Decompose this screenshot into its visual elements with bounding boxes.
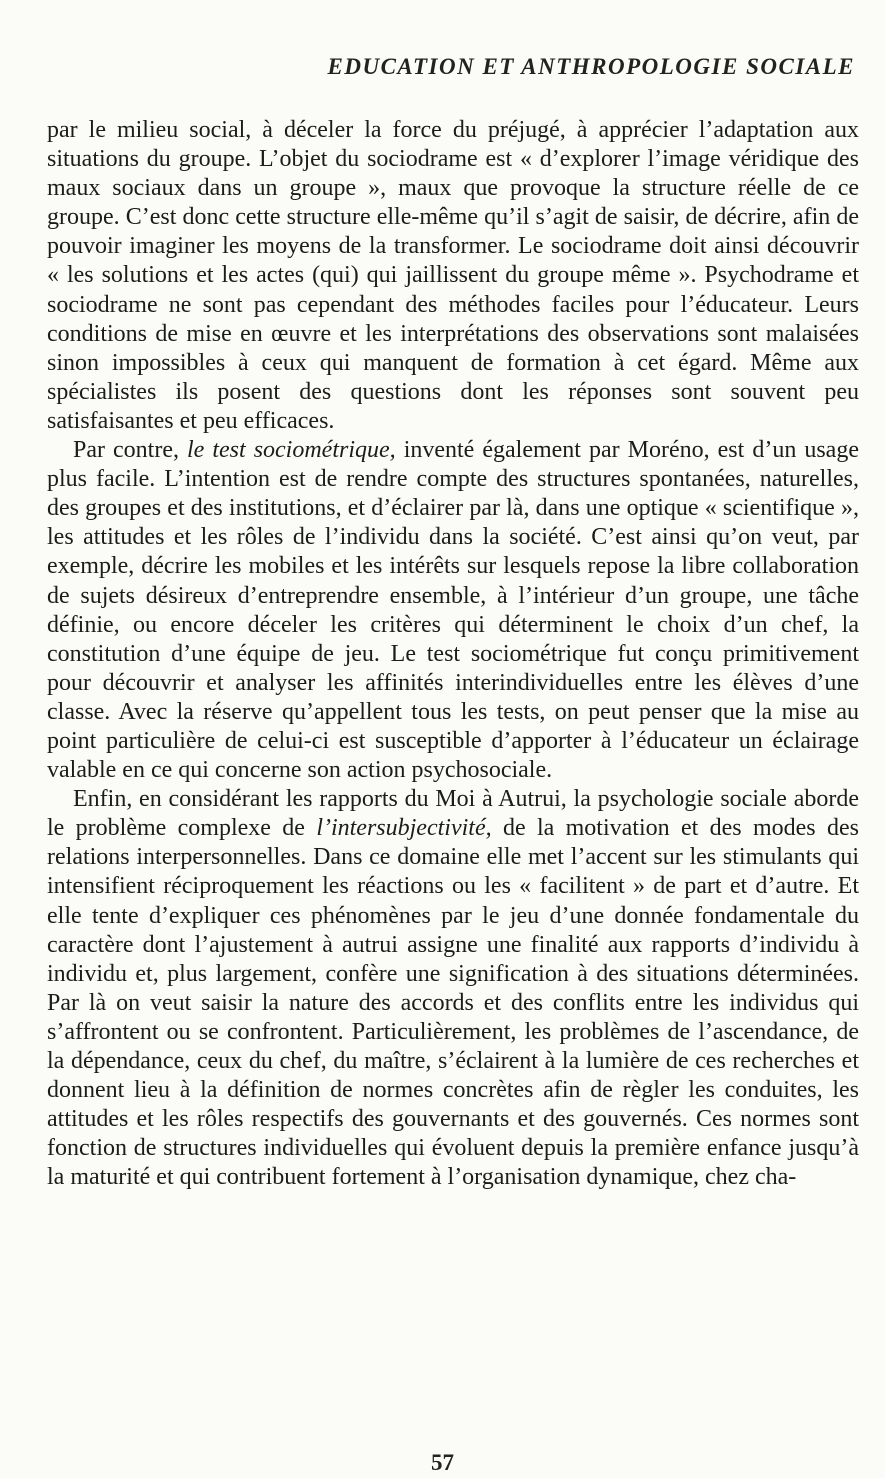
paragraph-text: de la motivation et des modes des relations interpersonnelles. Dans ce domaine elle met l’accent sur les stimulants qui intensifient réciproquement les réactions ou les « facilitent » de part et d’autre. Et elle tente d’expliquer ces phénomènes par le jeu d’une donnée fondamentale du caractère dont l’ajustement à autrui assigne une finalité aux rapports d’individu à individu et, plus largement, confère une signification à des situations déterminées. Par là on veut saisir la nature des accords et des conflits entre les individus qui s’affrontent ou se confrontent. Particulièrement, les problèmes de l’ascendance, de la dépendance, ceux du chef, du maître, s’éclairent à la lumière de ces recherches et donnent lieu à la définition de normes concrètes afin de règler les conduites, les attitudes et les rôles respectifs des gouvernants et des gouvernés. Ces normes sont fonction de structures individuelles qui évoluent depuis la première enfance jusqu’à la maturité et qui contribuent fortement à l’organisation dynamique, chez cha-	[47, 815, 859, 1191]
emphasis-text: le test sociométrique,	[187, 437, 396, 464]
paragraph-sociodrame: par le milieu social, à déceler la force du préjugé, à apprécier l’adaptation aux situations du groupe. L’objet du sociodrame est « d’explorer l’image véridique des maux sociaux dans un groupe », maux que provoque la structure réelle de ce groupe. C’est donc cette structure elle-même qu’il s’agit de saisir, de décrire, afin de pouvoir imaginer les moyens de la transformer. Le sociodrame doit ainsi découvrir « les solutions et les actes (qui) qui jaillissent du groupe même ». Psychodrame et sociodrame ne sont pas cependant des méthodes faciles pour l’éducateur. Leurs conditions de mise en œuvre et les interprétations des observations sont malaisées sinon impossibles à ceux qui manquent de formation à cet égard. Même aux spécialistes ils posent des questions dont les réponses sont souvent peu satisfaisantes et peu efficaces.	[47, 117, 859, 434]
page-number: 57	[431, 1450, 454, 1475]
emphasis-text: l’intersubjectivité,	[316, 815, 492, 842]
paragraph-text: Par contre,	[73, 437, 187, 464]
paragraph-intersubjectivite	[47, 785, 859, 1192]
paragraph-text: inventé également par Moréno, est d’un usage plus facile. L’intention est de rendre compte des structures spontanées, naturelles, des groupes et des institutions, et d’éclairer par là, dans une optique « scientifique », les attitudes et les rôles de l’individu dans la société. C’est ainsi qu’on veut, par exemple, décrire les mobiles et les intérêts sur lesquels repose la libre collaboration de sujets désireux d’entreprendre ensemble, à l’intérieur d’un groupe, une tâche définie, ou encore déceler les critères qui déterminent le choix d’un chef, la constitution d’une équipe de jeu. Le test sociométrique fut conçu primitivement pour découvrir et analyser les affinités interindividuelles entre les élèves d’une classe. Avec la réserve qu’appellent tous les tests, on peut penser que la mise au point particulière de celui-ci est susceptible d’apporter à l’éducateur un éclairage valable en ce qui concerne son action psychosociale.	[47, 437, 859, 784]
paragraph-test-sociometrique	[47, 436, 859, 785]
paragraph-text: Enfin, en considérant les rapports du Moi à Autrui, la psychologie sociale aborde le problème complexe de	[47, 786, 859, 842]
running-header: EDUCATION ET ANTHROPOLOGIE SOCIALE	[327, 54, 855, 79]
body-text	[47, 116, 859, 1192]
